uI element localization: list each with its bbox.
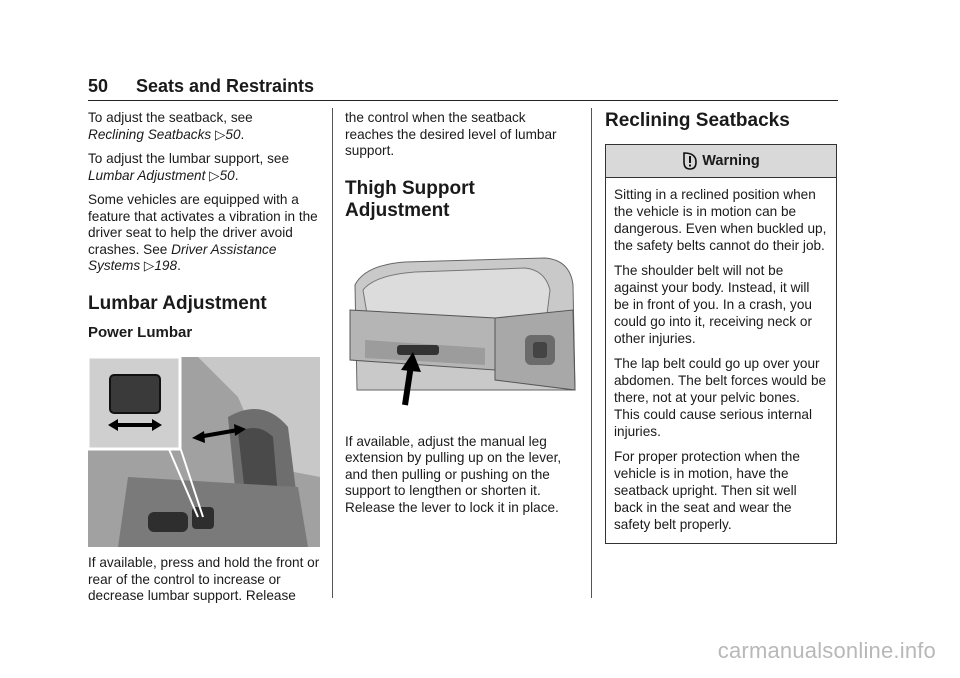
warning-paragraph: For proper protection when the vehicle is in motion, have the seatback upright. Then sit well back in the seat and wear the safety belt properly. [614, 449, 800, 532]
column-right [605, 110, 837, 544]
lumbar-continued-paragraph: the control when the seatback reaches the desired level of lumbar support. [345, 110, 557, 158]
driver-assistance-link[interactable]: Driver Assistance Systems [88, 241, 277, 273]
reclining-seatbacks-link[interactable]: Reclining Seatbacks [88, 126, 212, 142]
warning-paragraph: The shoulder belt will not be against your body. Instead, it will be in front of you. In a crash, you could go into it, receiving neck or other injuries. [614, 263, 812, 346]
warning-paragraph: The lap belt could go up over your abdomen. The belt forces would be there, not at your pelvic bones. This could cause serious internal injuries. [614, 356, 827, 439]
seatback-reference: To adjust the seatback, see Reclining Seatbacks ▷50. [88, 110, 253, 142]
power-lumbar-illustration [88, 357, 320, 547]
lumbar-reference: To adjust the lumbar support, see Lumbar Adjustment ▷50. [88, 151, 289, 183]
vibration-paragraph: Some vehicles are equipped with a feature that activates a vibration in the driver seat to help the driver avoid crashes. See Driver Assistance Systems ▷198. [88, 192, 318, 273]
reclining-seatbacks-heading: Reclining Seatbacks [605, 110, 790, 131]
warning-title: Warning [702, 152, 760, 169]
warning-box [605, 144, 837, 544]
column-left [88, 110, 320, 613]
column-divider [332, 108, 333, 598]
page-number: 50 [88, 76, 109, 96]
warning-symbol-icon [682, 152, 698, 170]
page-reference-icon: ▷ [209, 167, 220, 183]
section-title: Seats and Restraints [136, 76, 315, 96]
page-header [88, 70, 838, 101]
warning-body [606, 178, 836, 543]
power-lumbar-heading: Power Lumbar [88, 323, 193, 341]
warning-header [606, 145, 836, 178]
column-middle [345, 110, 577, 524]
power-lumbar-paragraph: If available, press and hold the front or rear of the control to increase or decrease lumbar support. Release [88, 555, 320, 603]
page-reference-icon: ▷ [143, 258, 155, 273]
watermark: carmanualsonline.info [717, 638, 936, 663]
thigh-support-heading: Thigh Support Adjustment [345, 177, 475, 221]
lumbar-adjustment-link[interactable]: Lumbar Adjustment [88, 167, 206, 183]
thigh-support-paragraph: If available, adjust the manual leg extension by pulling up on the lever, and then pulling or pushing on the support to lengthen or shorten it. Release the lever to lock it in place. [345, 433, 562, 515]
thigh-support-illustration [345, 240, 577, 420]
column-divider [591, 108, 592, 598]
page-reference-icon: ▷ [214, 126, 226, 142]
warning-paragraph: Sitting in a reclined position when the vehicle is in motion can be dangerous. Even when buckled up, the safety belts cannot do their job. [614, 187, 827, 253]
lumbar-adjustment-heading: Lumbar Adjustment [88, 292, 267, 314]
